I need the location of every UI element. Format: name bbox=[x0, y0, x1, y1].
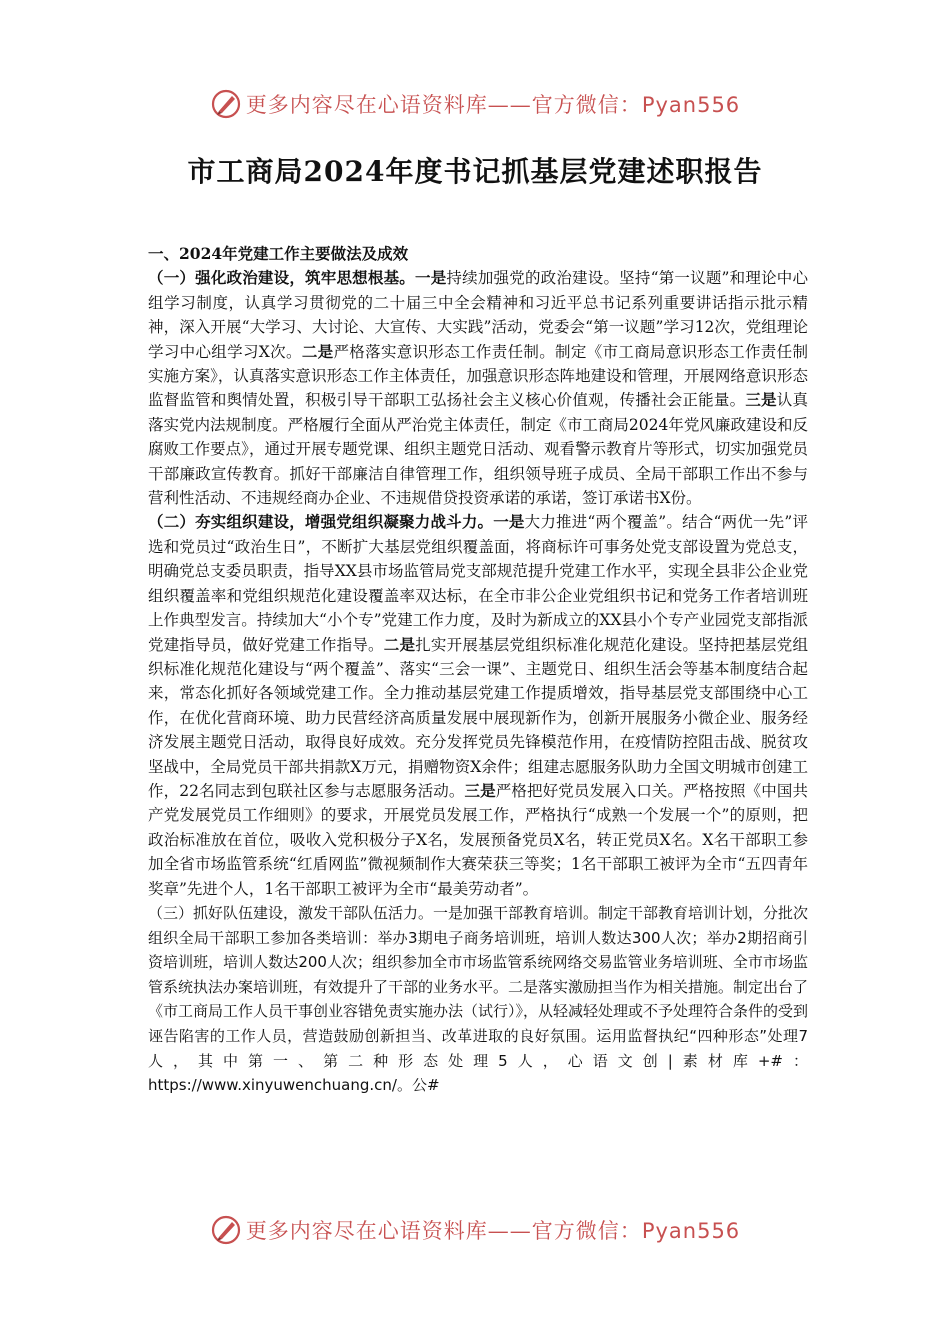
banner-text: 更多内容尽在心语资料库——官方微信：Pyan556 bbox=[245, 93, 741, 117]
para1-marker-2: 二是 bbox=[301, 341, 334, 361]
para2-lead: （二）夯实组织建设，增强党组织凝聚力战斗力。 bbox=[148, 512, 494, 532]
paragraph-2 bbox=[148, 510, 808, 901]
page-title: 市工商局2024年度书记抓基层党建述职报告 bbox=[187, 155, 763, 188]
para2-marker-2: 二是 bbox=[383, 634, 416, 654]
banner-text: 更多内容尽在心语资料库——官方微信：Pyan556 bbox=[245, 1219, 741, 1243]
para1-marker-3: 三是 bbox=[745, 390, 777, 410]
paragraph-3: （三）抓好队伍建设，激发干部队伍活力。一是加强干部教育培训。制定干部教育培训计划，分批次组织全局干部职工参加各类培训：举办3期电子商务培训班，培训人数达300人次；举办2期招商引资培训班，培训人数达200人次；组织参加全市市场监管系统网络交易监管业务培训班、全市市场监管系统执法办案培训班，有效提升了干部的业务水平。二是落实激励担当作为相关措施。制定出台了《市工商局工作人员干事创业容错免责实施办法（试行）》，从轻减轻处理或不予处理符合条件的受到诬告陷害的工作人员，营造鼓励创新担当、改革进取的良好氛围。运用监督执纪“四种形态”处理7人，其中第一、第二种形态处理5人，心语文创|素材库+#：https://www.xinyuwenchuang.cn/。公# bbox=[148, 903, 809, 1095]
header-banner bbox=[0, 84, 950, 124]
wechat-id: Pyan556 bbox=[641, 93, 741, 117]
para1-text-2: 严格落实意识形态工作责任制。制定《市工商局意识形态工作责任制实施方案》，认真落实意识形态工作主体责任，加强意识形态阵地建设和管理，开展网络意识形态监督监管和舆情处置，积极引导干部职工弘扬社会主义核心价值观，传播社会正能量。 bbox=[148, 342, 808, 410]
paragraph-1 bbox=[148, 266, 808, 510]
para2-text-2: 扎实开展基层党组织标准化规范化建设。坚持把基层党组织标准化规范化建设与“两个覆盖”、落实“三会一课”、主题党日、组织生活会等基本制度结合起来，常态化抓好各领域党建工作。全力推动基层党建工作提质增效，指导基层党支部围绕中心工作，在优化营商环境、助力民营经济高质量发展中展现新作为，创新开展服务小微企业、服务经济发展主题党日活动，取得良好成效。充分发挥党员先锋模范作用，在疫情防控阻击战、脱贫攻坚战中，全局党员干部共捐款X万元，捐赠物资X余件；组建志愿服务队助力全国文明城市创建工作，22名同志到包联社区参与志愿服务活动。 bbox=[148, 635, 808, 800]
footer-banner bbox=[0, 1210, 950, 1250]
para2-marker-3: 三是 bbox=[464, 780, 496, 800]
para2-marker-1: 一是 bbox=[493, 512, 525, 532]
para1-lead: （一）强化政治建设，筑牢思想根基。 bbox=[148, 268, 415, 288]
pen-logo-icon bbox=[210, 88, 242, 120]
para2-text-3: 严格把好党员发展入口关。严格按照《中国共产党发展党员工作细则》的要求，开展党员发展工作，严格执行“成熟一个发展一个”的原则，把政治标准放在首位，吸收入党积极分子X名，发展预备党员X名，转正党员X名。X名干部职工参加全省市场监管系统“红盾网监”微视频制作大赛荣获三等奖；1名干部职工被评为全市“五四青年奖章”先进个人，1名干部职工被评为全市“最美劳动者”。 bbox=[148, 781, 808, 898]
para2-text-1: 大力推进“两个覆盖”。结合“两优一先”评选和党员过“政治生日”，不断扩大基层党组织覆盖面，将商标许可事务处党支部设置为党总支，明确党总支委员职责，指导XX县市场监管局党支部规范提升党建工作水平，实现全县非公企业党组织覆盖率和党组织规范化建设覆盖率双达标，在全市非公企业党组织书记和党务工作者培训班上作典型发言。持续加大“小个专”党建工作力度，及时为新成立的XX县小个专产业园党支部指派党建指导员，做好党建工作指导。 bbox=[148, 513, 808, 654]
pen-logo-icon bbox=[210, 1214, 242, 1246]
para1-marker-1: 一是 bbox=[415, 268, 447, 288]
para1-text-3: 认真落实党内法规制度。严格履行全面从严治党主体责任，制定《市工商局2024年党风廉政建设和反腐败工作要点》，通过开展专题党课、组织主题党日活动、观看警示教育片等形式，切实加强党员干部廉政宣传教育。抓好干部廉洁自律管理工作，组织领导班子成员、全局干部职工作出不参与营利性活动、不违规经商办企业、不违规借贷投资承诺的承诺，签订承诺书X份。 bbox=[148, 391, 808, 508]
para1-text-1: 持续加强党的政治建设。坚持“第一议题”和理论中心组学习制度，认真学习贯彻党的二十届三中全会精神和习近平总书记系列重要讲话指示批示精神，深入开展“大学习、大讨论、大宣传、大实践”活动，党委会“第一议题”学习12次，党组理论学习中心组学习X次。 bbox=[148, 269, 808, 361]
document-body bbox=[148, 242, 808, 1098]
section-heading: 一、2024年党建工作主要做法及成效 bbox=[148, 244, 409, 263]
wechat-id: Pyan556 bbox=[641, 1219, 741, 1243]
